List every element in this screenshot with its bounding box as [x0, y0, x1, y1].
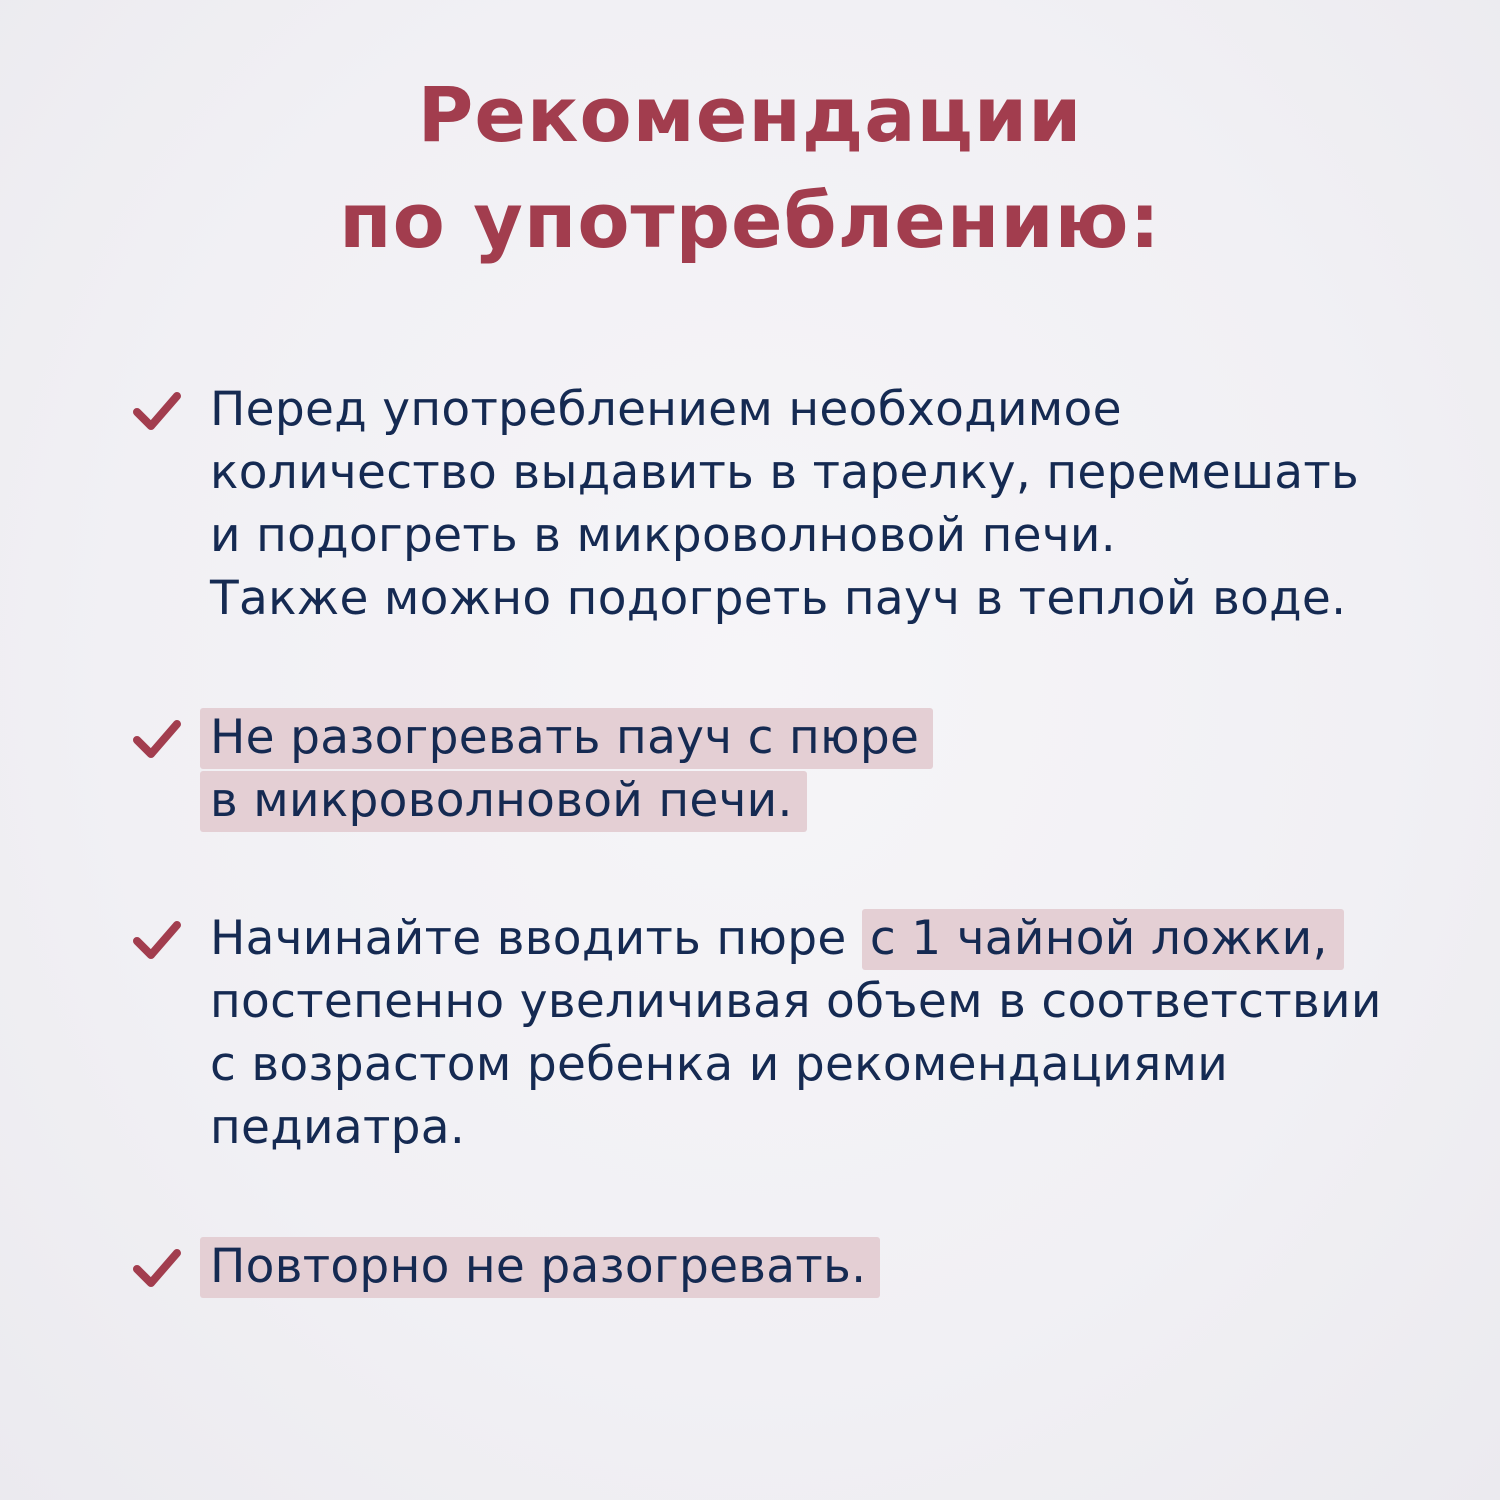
highlight-mark: Повторно не разогревать.	[200, 1237, 880, 1298]
text-plain: Начинайте вводить пюре	[210, 911, 862, 966]
recommendation-text	[210, 907, 1390, 1159]
recommendation-text	[210, 706, 1390, 832]
text-line: Перед употреблением необходимое	[210, 382, 1122, 437]
check-icon	[132, 915, 182, 965]
text-line-highlighted	[210, 706, 1390, 769]
check-icon	[132, 714, 182, 764]
check-icon	[132, 386, 182, 436]
check-icon	[132, 1243, 182, 1293]
text-line: постепенно увеличивая объем в соответствии	[210, 974, 1382, 1029]
recommendation-text	[210, 378, 1390, 630]
title-line-1: Рекомендации	[417, 70, 1083, 159]
text-line: Также можно подогреть пауч в теплой воде.	[210, 571, 1347, 626]
text-line: количество выдавить в тарелку, перемешать	[210, 445, 1360, 500]
highlight-mark: в микроволновой печи.	[200, 771, 807, 832]
text-line: с возрастом ребенка и рекомендациями	[210, 1037, 1229, 1092]
recommendation-text	[210, 1235, 1390, 1298]
text-line	[210, 907, 1390, 970]
text-line: педиатра.	[210, 1100, 466, 1155]
page-title	[0, 62, 1500, 274]
text-line: и подогреть в микроволновой печи.	[210, 508, 1117, 563]
text-line-highlighted	[210, 1235, 1390, 1298]
text-line-highlighted	[210, 769, 1390, 832]
highlight-mark: Не разогревать пауч с пюре	[200, 708, 933, 769]
title-line-2: по употреблению:	[339, 176, 1161, 265]
highlight-mark: с 1 чайной ложки,	[862, 909, 1344, 970]
